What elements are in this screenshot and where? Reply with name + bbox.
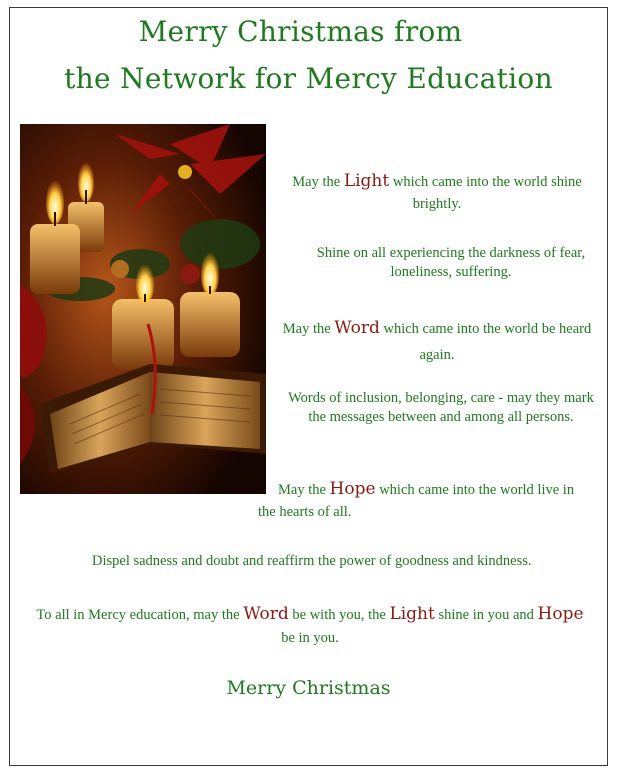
paragraph-light: [276, 170, 598, 215]
keyword-word: Word: [334, 318, 380, 338]
p3-prefix: May the: [282, 321, 335, 337]
paragraph-hope: [258, 478, 604, 523]
paragraph-dispel: Dispel sadness and doubt and reaffirm the power of goodness and kindness.: [92, 553, 532, 569]
paragraph-shine: Shine on all experiencing the darkness of fear, loneliness, suffering.: [316, 245, 586, 280]
p7-part-d: be in you.: [281, 630, 339, 646]
p1-prefix: May the: [292, 174, 344, 190]
p5-line1: [258, 478, 604, 501]
paragraph-blessing: [14, 603, 606, 650]
keyword-light-2: Light: [389, 604, 435, 624]
paragraph-word: [276, 315, 598, 368]
p1-suffix: which came into the world shine brightly.: [389, 174, 582, 212]
keyword-word-2: Word: [243, 604, 289, 624]
p5-prefix: May the: [278, 482, 330, 498]
p7-part-a: To all in Mercy education, may the: [36, 607, 244, 623]
paragraph-words-of-inclusion: Words of inclusion, belonging, care - may they mark the messages between and among all persons.: [288, 390, 594, 425]
card-title-line2: the Network for Mercy Education: [64, 62, 553, 95]
p7-part-c: shine in you and: [434, 607, 538, 623]
p5-suffix: which came into the world live in: [375, 482, 575, 498]
card-title-line1: Merry Christmas from: [138, 15, 463, 48]
keyword-light: Light: [343, 171, 390, 191]
candles-and-bible-icon: [20, 124, 266, 494]
keyword-hope: Hope: [329, 479, 376, 499]
p5-line2: the hearts of all.: [258, 504, 352, 520]
keyword-hope-2: Hope: [537, 604, 584, 624]
closing-greeting: Merry Christmas: [226, 677, 391, 699]
p7-part-b: be with you, the: [288, 607, 390, 623]
p3-suffix: which came into the world be heard again.: [379, 321, 592, 363]
candles-bible-photo: [20, 124, 266, 494]
